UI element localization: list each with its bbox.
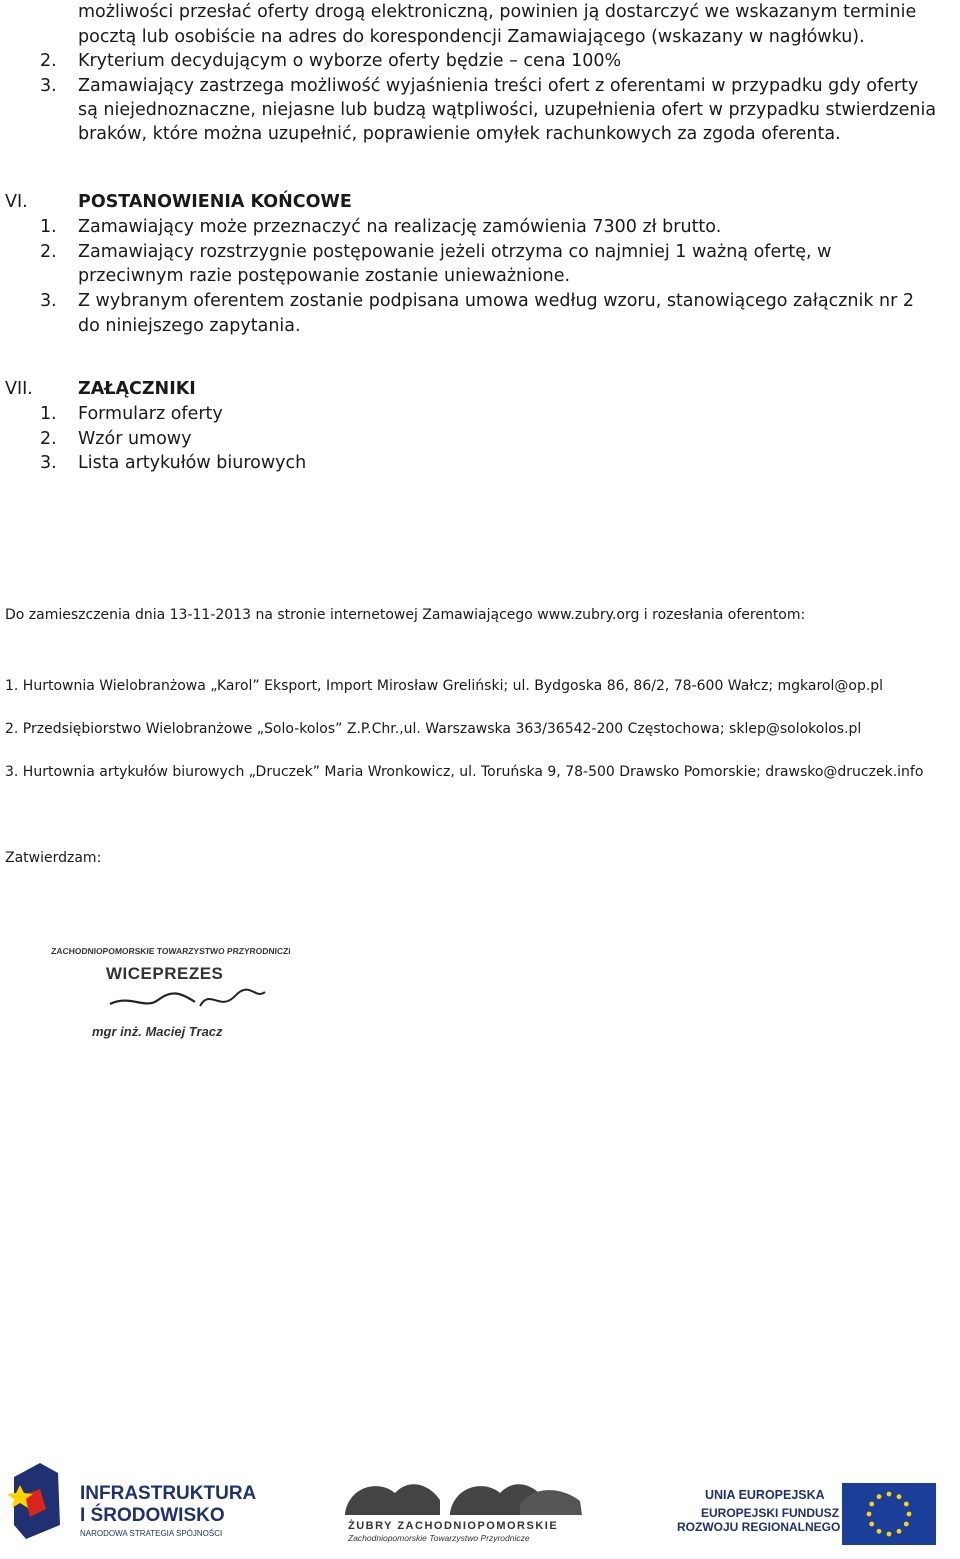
- list-number: 1.: [40, 404, 57, 424]
- section-number: VII.: [5, 379, 33, 399]
- list-item-cont: przeciwnym razie postępowanie zostanie unieważnione.: [78, 266, 571, 286]
- eu-star: [904, 1522, 909, 1527]
- recipient-item: 2. Przedsiębiorstwo Wielobranżowe „Solo-kolos” Z.P.Chr.,ul. Warszawska 363/36542-200 Częstochowa; sklep@solokolos.pl: [5, 721, 862, 737]
- logo-text: ŻUBRY ZACHODNIOPOMORSKIE: [348, 1520, 559, 1532]
- list-item-cont: braków, które można uzupełnić, poprawienie omyłek rachunkowych za zgoda oferenta.: [78, 124, 841, 144]
- list-number: 3.: [40, 291, 57, 311]
- approval-label: Zatwierdzam:: [5, 850, 102, 866]
- eu-star: [887, 1492, 892, 1497]
- list-item: Zamawiający zastrzega możliwość wyjaśnienia treści ofert z oferentami w przypadku gdy oferty: [78, 76, 919, 96]
- section-heading: ZAŁĄCZNIKI: [78, 379, 196, 399]
- list-item: Zamawiający może przeznaczyć na realizację zamówienia 7300 zł brutto.: [78, 217, 722, 237]
- stamp-name: mgr inż. Maciej Tracz: [92, 1024, 223, 1039]
- paragraph-line: możliwości przesłać oferty drogą elektroniczną, powinien ją dostarczyć we wskazanym terminie: [78, 2, 917, 22]
- list-item-cont: do niniejszego zapytania.: [78, 316, 301, 336]
- stamp-org: ZACHODNIOPOMORSKIE TOWARZYSTWO PRZYRODNICZE: [50, 946, 290, 956]
- eu-star: [907, 1512, 912, 1517]
- eu-logo: [677, 1483, 936, 1545]
- attachment-item: Formularz oferty: [78, 404, 223, 424]
- stamp-role: WICEPREZES: [106, 964, 224, 983]
- publication-note: Do zamieszczenia dnia 13-11-2013 na stronie internetowej Zamawiającego www.zubry.org i rozesłania oferentom:: [5, 607, 806, 623]
- list-number: 2.: [40, 51, 57, 71]
- logo-text: EUROPEJSKI FUNDUSZ: [701, 1506, 840, 1520]
- eu-star: [887, 1532, 892, 1537]
- list-number: 3.: [40, 453, 57, 473]
- footer-logos: [0, 1455, 960, 1555]
- section-heading: POSTANOWIENIA KOŃCOWE: [78, 192, 352, 212]
- eu-star: [867, 1512, 872, 1517]
- eu-star: [904, 1502, 909, 1507]
- list-item-cont: są niejednoznaczne, niejasne lub budzą wątpliwości, uzupełnienia ofert w przypadku stwierdzenia: [78, 100, 937, 120]
- logo-text: I ŚRODOWISKO: [80, 1505, 225, 1526]
- list-number: 2.: [40, 429, 57, 449]
- eu-star: [897, 1529, 902, 1534]
- signature-stamp: [50, 940, 290, 1050]
- recipient-item: 1. Hurtownia Wielobranżowa „Karol” Eksport, Import Mirosław Greliński; ul. Bydgoska 86, 86/2, 78-600 Wałcz; mgkarol@op.pl: [5, 678, 884, 694]
- eu-star: [869, 1502, 874, 1507]
- attachment-item: Lista artykułów biurowych: [78, 453, 307, 473]
- eu-star: [877, 1494, 882, 1499]
- logo-text: UNIA EUROPEJSKA: [705, 1488, 825, 1502]
- logo-text: NARODOWA STRATEGIA SPÓJNOŚCI: [80, 1529, 223, 1538]
- list-item: Z wybranym oferentem zostanie podpisana umowa według wzoru, stanowiącego załącznik nr 2: [78, 291, 915, 311]
- logo-text: ROZWOJU REGIONALNEGO: [677, 1520, 841, 1534]
- infrastruktura-logo: [7, 1463, 257, 1539]
- logo-text: INFRASTRUKTURA: [80, 1483, 257, 1504]
- list-number: 1.: [40, 217, 57, 237]
- list-number: 2.: [40, 242, 57, 262]
- list-number: 3.: [40, 76, 57, 96]
- eu-star: [877, 1529, 882, 1534]
- list-item: Zamawiający rozstrzygnie postępowanie jeżeli otrzyma co najmniej 1 ważną ofertę, w: [78, 242, 832, 262]
- eu-star: [869, 1522, 874, 1527]
- recipient-item: 3. Hurtownia artykułów biurowych „Druczek” Maria Wronkowicz, ul. Toruńska 9, 78-500 Drawsko Pomorskie; drawsko@druczek.info: [5, 764, 924, 780]
- section-number: VI.: [5, 192, 28, 212]
- eu-star: [897, 1494, 902, 1499]
- list-item: Kryterium decydującym o wyborze oferty będzie – cena 100%: [78, 51, 622, 71]
- attachment-item: Wzór umowy: [78, 429, 192, 449]
- logo-text: Zachodniopomorskie Towarzystwo Przyrodnicze: [348, 1533, 530, 1543]
- zubry-logo: [345, 1484, 582, 1543]
- paragraph-line: pocztą lub osobiście na adres do korespondencji Zamawiającego (wskazany w nagłówku).: [78, 27, 865, 47]
